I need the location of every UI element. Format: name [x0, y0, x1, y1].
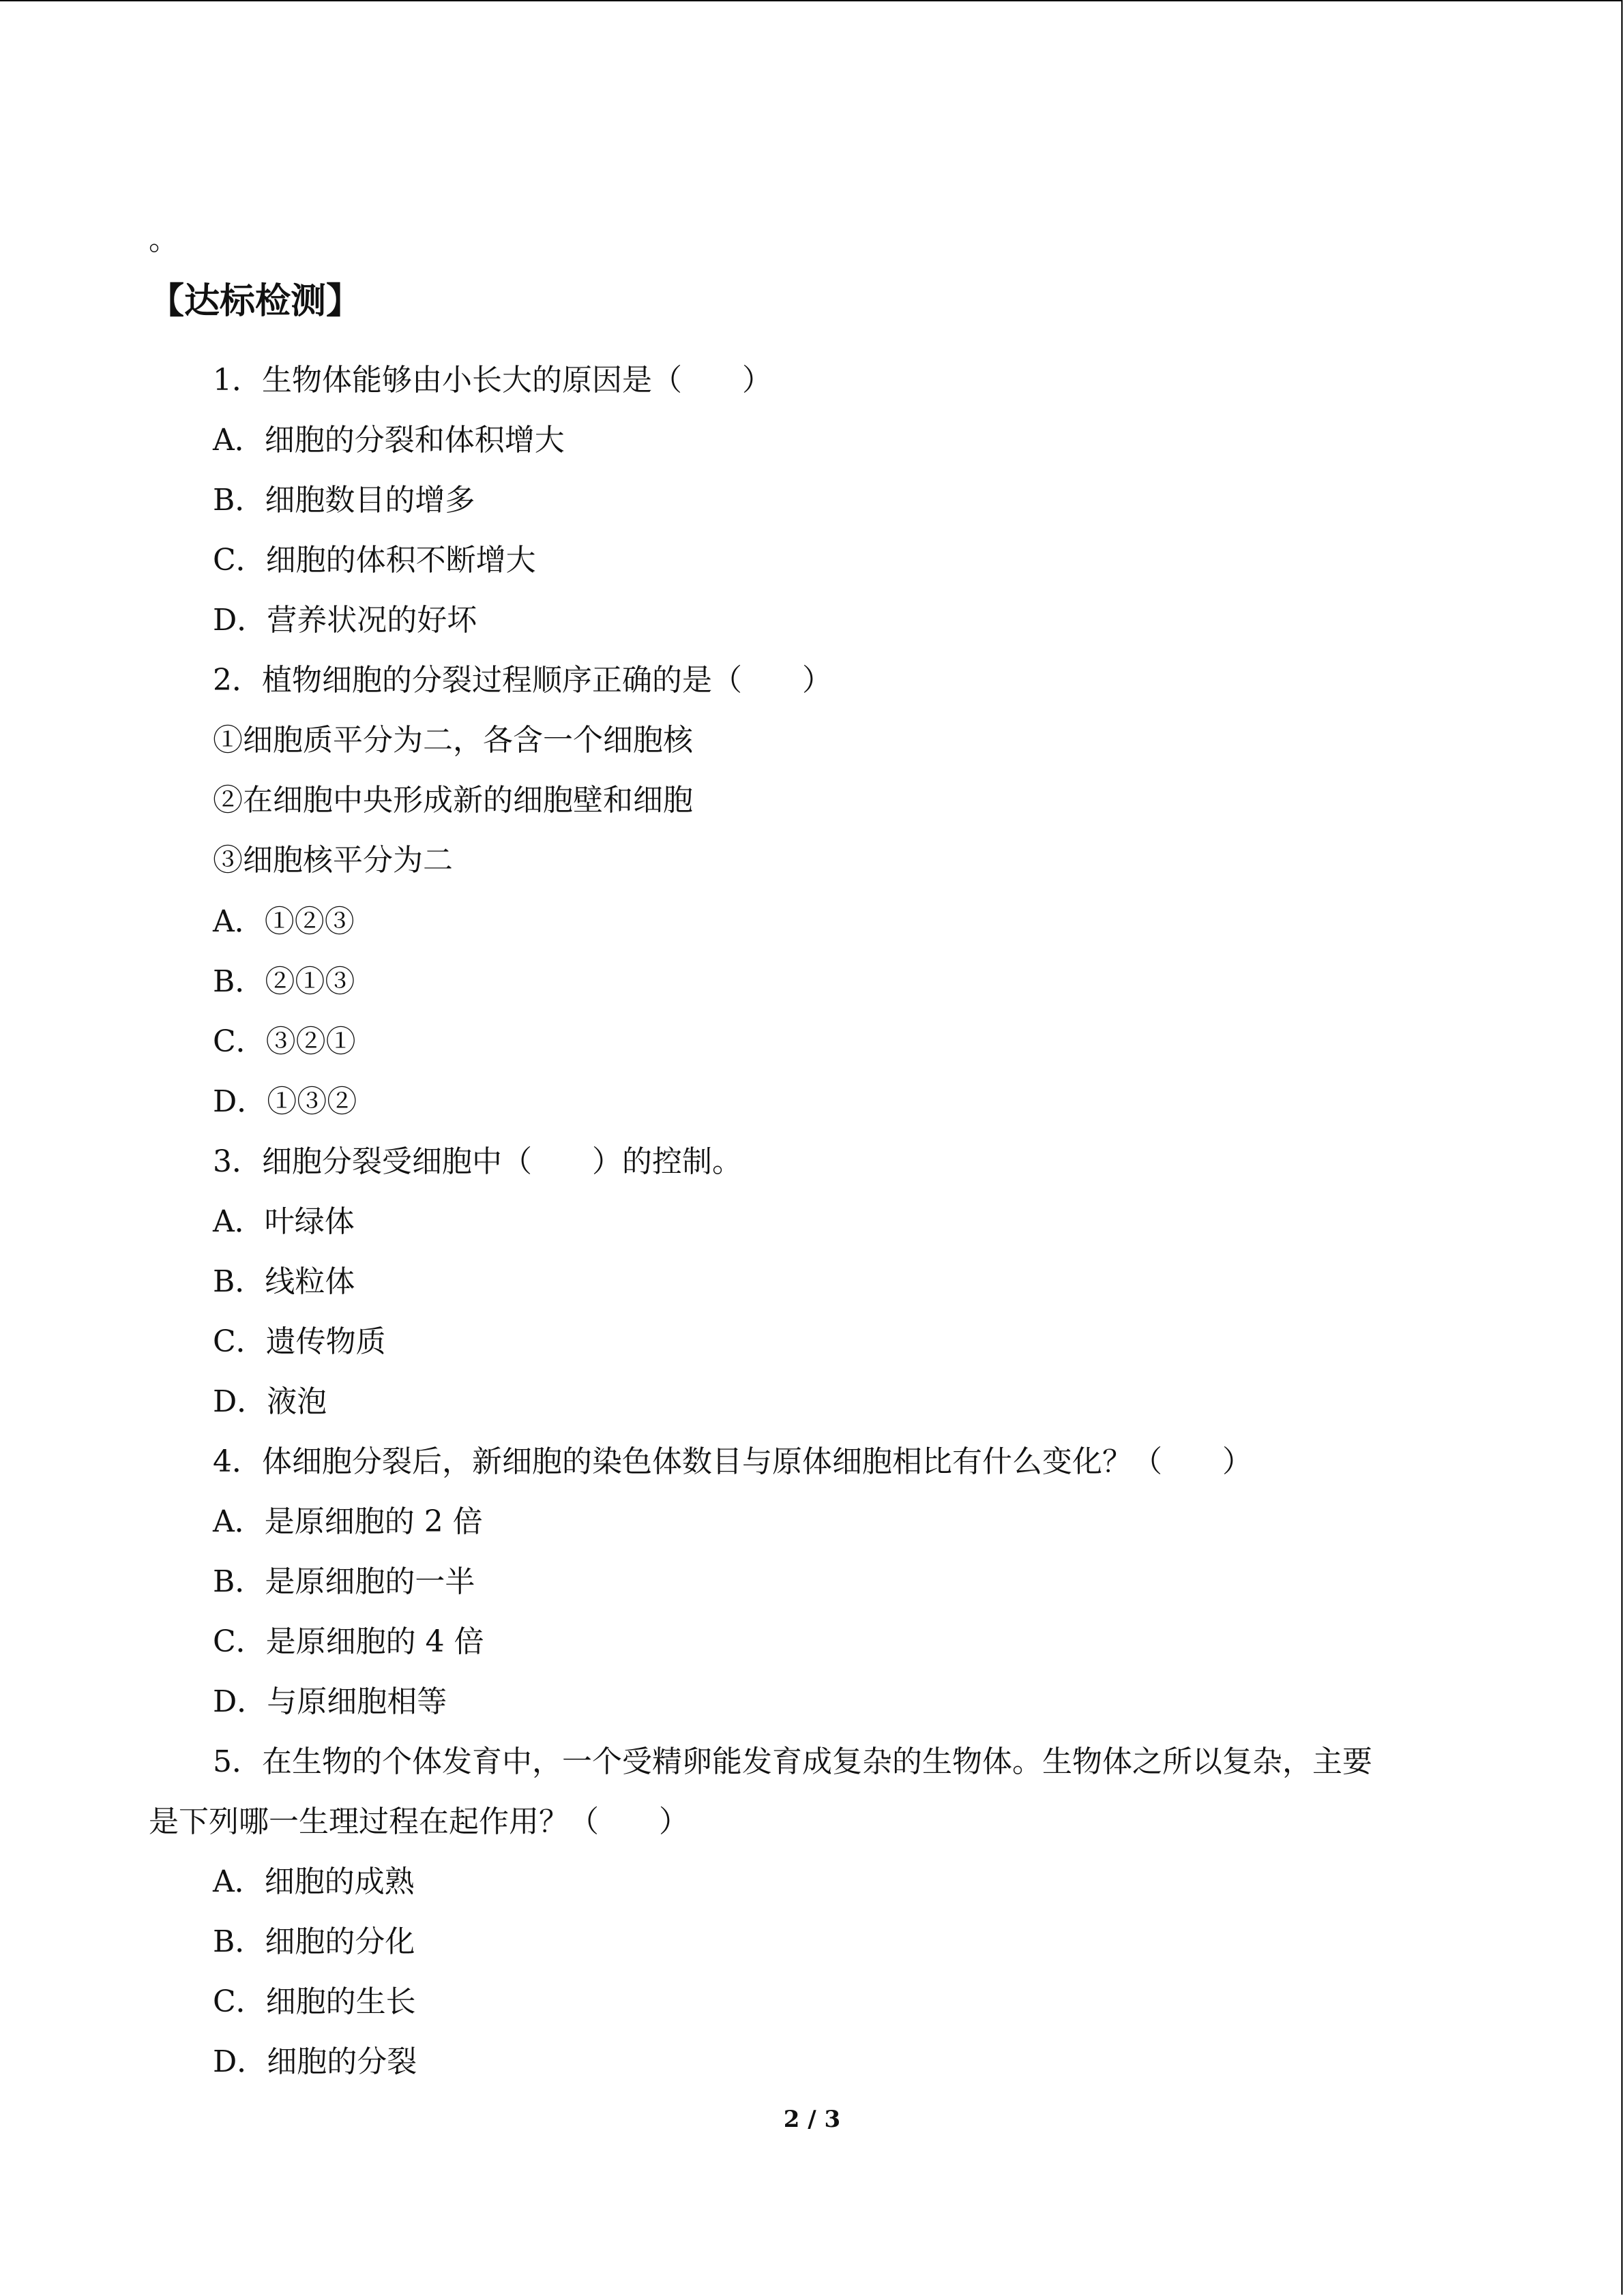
question-1-option-d: D．营养状况的好坏 — [213, 603, 477, 638]
leftover-punctuation: 。 — [149, 222, 179, 257]
question-1-option-c: C．细胞的体积不断增大 — [213, 543, 536, 578]
question-5-stem-line-2: 是下列哪一生理过程在起作用？（ ） — [149, 1804, 689, 1839]
question-4-option-b: B．是原细胞的一半 — [213, 1564, 475, 1599]
question-5-option-c: C．细胞的生长 — [213, 1984, 416, 2019]
question-4-option-c: C．是原细胞的 4 倍 — [213, 1624, 484, 1659]
question-2-step-1: ①细胞质平分为二，各含一个细胞核 — [213, 723, 693, 758]
question-5-stem-line-1: 5．在生物的个体发育中，一个受精卵能发育成复杂的生物体。生物体之所以复杂，主要 — [213, 1744, 1372, 1779]
question-1-stem: 1．生物体能够由小长大的原因是（ ） — [213, 363, 772, 398]
question-5-option-d: D．细胞的分裂 — [213, 2044, 417, 2079]
question-3-option-d: D．液泡 — [213, 1384, 327, 1419]
question-2-option-c: C．③②① — [213, 1024, 356, 1059]
question-2-step-3: ③细胞核平分为二 — [213, 843, 453, 878]
question-3-stem: 3．细胞分裂受细胞中（ ）的控制。 — [213, 1144, 742, 1179]
question-1-option-a: A．细胞的分裂和体积增大 — [213, 423, 565, 458]
page-number: 2 / 3 — [783, 2106, 841, 2133]
question-2-stem: 2．植物细胞的分裂过程顺序正确的是（ ） — [213, 663, 832, 698]
question-5-option-a: A．细胞的成熟 — [213, 1864, 415, 1899]
question-5-option-b: B．细胞的分化 — [213, 1924, 415, 1959]
question-1-option-b: B．细胞数目的增多 — [213, 483, 475, 518]
question-4-stem: 4．体细胞分裂后，新细胞的染色体数目与原体细胞相比有什么变化？（ ） — [213, 1444, 1252, 1479]
question-4-option-a: A．是原细胞的 2 倍 — [213, 1504, 483, 1539]
question-3-option-a: A．叶绿体 — [213, 1204, 355, 1239]
question-4-option-d: D．与原细胞相等 — [213, 1684, 447, 1719]
question-2-option-d: D．①③② — [213, 1084, 357, 1119]
question-3-option-b: B．线粒体 — [213, 1264, 355, 1299]
question-3-option-c: C．遗传物质 — [213, 1324, 386, 1359]
question-2-option-b: B．②①③ — [213, 964, 355, 999]
section-title: 【达标检测】 — [149, 281, 362, 322]
question-2-option-a: A．①②③ — [213, 904, 355, 939]
question-2-step-2: ②在细胞中央形成新的细胞壁和细胞 — [213, 783, 693, 818]
